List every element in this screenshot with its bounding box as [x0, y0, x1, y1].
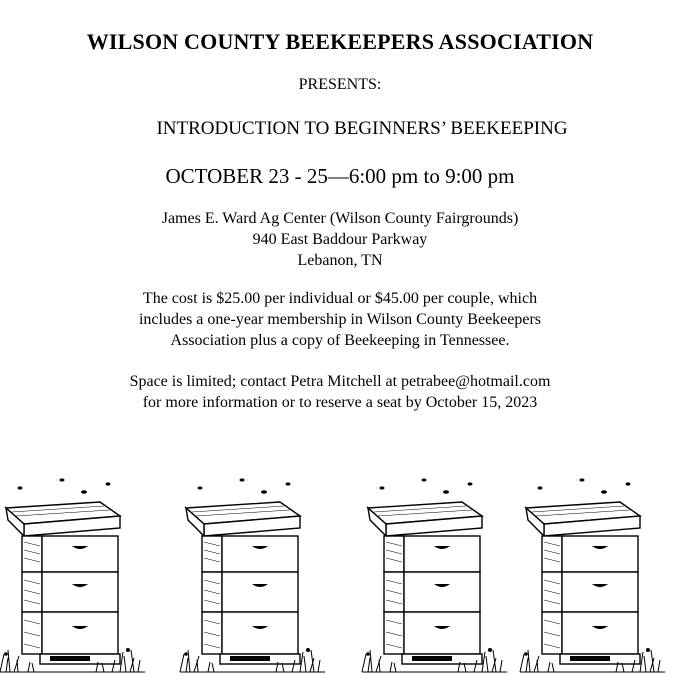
venue-name: James E. Ward Ag Center (Wilson County Fairgrounds): [161, 210, 519, 227]
cost-line-3: Association plus a copy of Beekeeping in Tennessee.: [170, 332, 510, 349]
beehive-icon: [520, 478, 665, 672]
beehive-icon: [180, 478, 325, 672]
contact-line-2: for more information or to reserve a seat by October 15, 2023: [142, 394, 538, 411]
venue-street: 940 East Baddour Parkway: [252, 231, 428, 248]
beehive-illustration: [0, 472, 680, 691]
contact-line-1: Space is limited; contact Petra Mitchell at petrabee@hotmail.com: [129, 373, 551, 390]
event-dates: OCTOBER 23 - 25—6:00 pm to 9:00 pm: [165, 164, 515, 188]
cost-line-1: The cost is $25.00 per individual or $45.00 per couple, which: [142, 290, 538, 307]
beehive-icon: [0, 478, 145, 672]
organization-title: WILSON COUNTY BEEKEEPERS ASSOCIATION: [86, 29, 594, 54]
venue-city: Lebanon, TN: [297, 252, 383, 269]
event-title: INTRODUCTION TO BEGINNERS’ BEEKEEPING: [156, 118, 568, 139]
beehive-icon: [362, 478, 507, 672]
cost-line-2: includes a one-year membership in Wilson County Beekeepers: [138, 311, 542, 328]
presents-label: PRESENTS:: [298, 76, 382, 93]
